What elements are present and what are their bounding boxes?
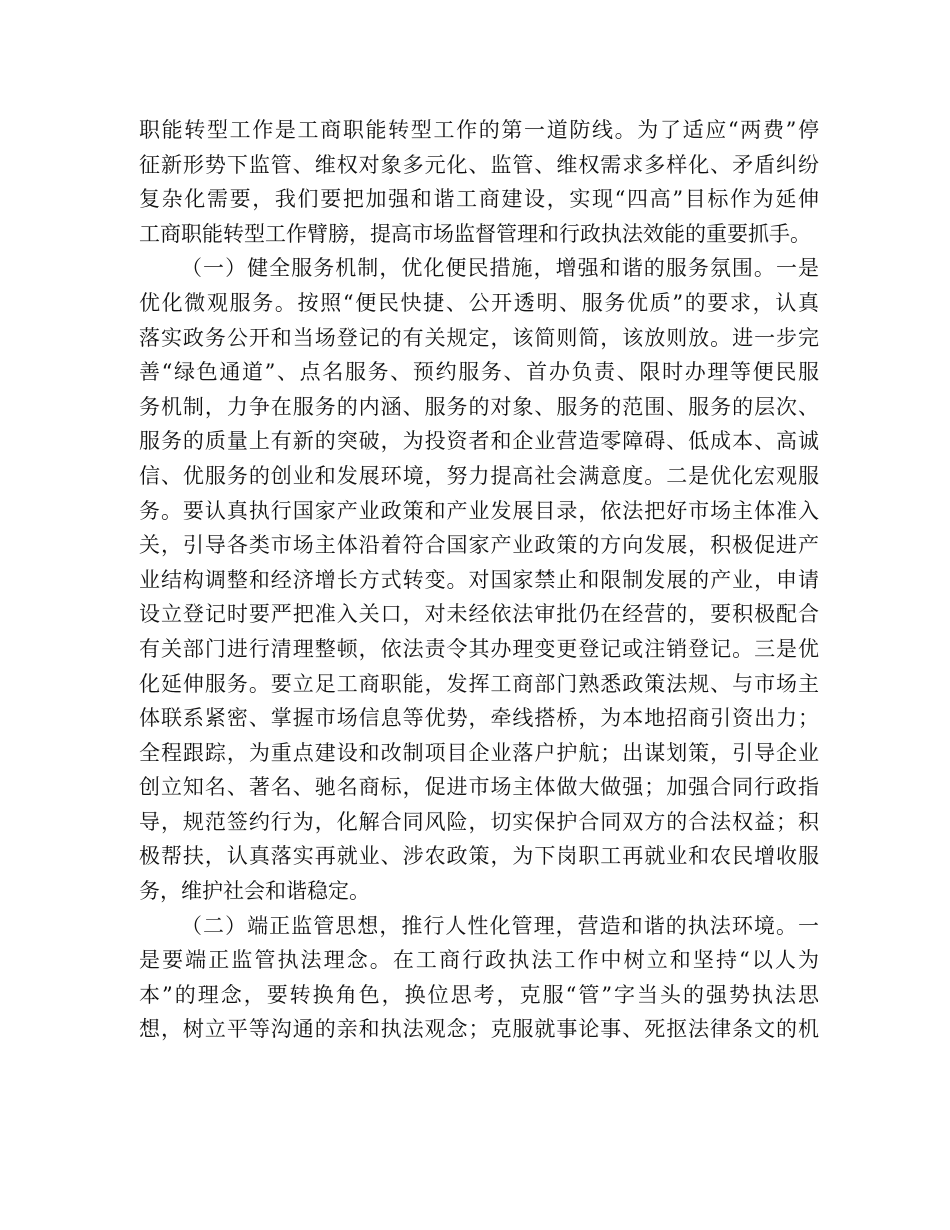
text-line: 工商职能转型工作臂膀，提高市场监督管理和行政执法效能的重要抓手。 (139, 221, 811, 246)
text-line: 优化微观服务。按照“便民快捷、公开透明、服务优质”的要求，认真 (139, 290, 819, 315)
text-line: 善“绿色通道”、点名服务、预约服务、首办负责、限时办理等便民服 (139, 360, 819, 385)
text-line: （一）健全服务机制，优化便民措施，增强和谐的服务氛围。一是 (181, 256, 819, 281)
text-line: 落实政务公开和当场登记的有关规定，该简则简，该放则放。进一步完 (139, 325, 819, 350)
text-line: 是要端正监管执法理念。在工商行政执法工作中树立和坚持“以人为 (139, 948, 819, 973)
text-line: 想，树立平等沟通的亲和执法观念；克服就事论事、死抠法律条文的机 (139, 1017, 819, 1042)
text-line: 关，引导各类市场主体沿着符合国家产业政策的方向发展，积极促进产 (139, 533, 819, 558)
text-line: 信、优服务的创业和发展环境，努力提高社会满意度。二是优化宏观服 (139, 463, 819, 488)
text-line: 化延伸服务。要立足工商职能，发挥工商部门熟悉政策法规、与市场主 (139, 671, 819, 696)
text-line: 体联系紧密、掌握市场信息等优势，牵线搭桥，为本地招商引资出力； (139, 706, 819, 731)
text-line: 设立登记时要严把准入关口，对未经依法审批仍在经营的，要积极配合 (139, 602, 819, 627)
text-line: 务。要认真执行国家产业政策和产业发展目录，依法把好市场主体准入 (139, 498, 819, 523)
text-line: 业结构调整和经济增长方式转变。对国家禁止和限制发展的产业，申请 (139, 567, 819, 592)
text-line: 导，规范签约行为，化解合同风险，切实保护合同双方的合法权益；积 (139, 809, 819, 834)
text-line: 职能转型工作是工商职能转型工作的第一道防线。为了适应“两费”停 (139, 118, 819, 142)
text-line: 务机制，力争在服务的内涵、服务的对象、服务的范围、服务的层次、 (139, 394, 819, 419)
text-line: 务，维护社会和谐稳定。 (139, 879, 370, 904)
text-line: 极帮扶，认真落实再就业、涉农政策，为下岗职工再就业和农民增收服 (139, 844, 819, 869)
text-line: 创立知名、著名、驰名商标，促进市场主体做大做强；加强合同行政指 (139, 775, 819, 800)
text-line: （二）端正监管思想，推行人性化管理，营造和谐的执法环境。一 (181, 913, 819, 938)
body-text (139, 113, 819, 1047)
text-line: 复杂化需要，我们要把加强和谐工商建设，实现“四高”目标作为延伸 (139, 187, 819, 212)
text-line: 服务的质量上有新的突破，为投资者和企业营造零障碍、低成本、高诚 (139, 429, 819, 454)
text-line: 全程跟踪，为重点建设和改制项目企业落户护航；出谋划策，引导企业 (139, 740, 819, 765)
text-line: 本”的理念，要转换角色，换位思考，克服“管”字当头的强势执法思 (139, 982, 819, 1007)
text-line: 有关部门进行清理整顿，依法责令其办理变更登记或注销登记。三是优 (139, 636, 819, 661)
text-line: 征新形势下监管、维权对象多元化、监管、维权需求多样化、矛盾纠纷 (139, 152, 819, 177)
